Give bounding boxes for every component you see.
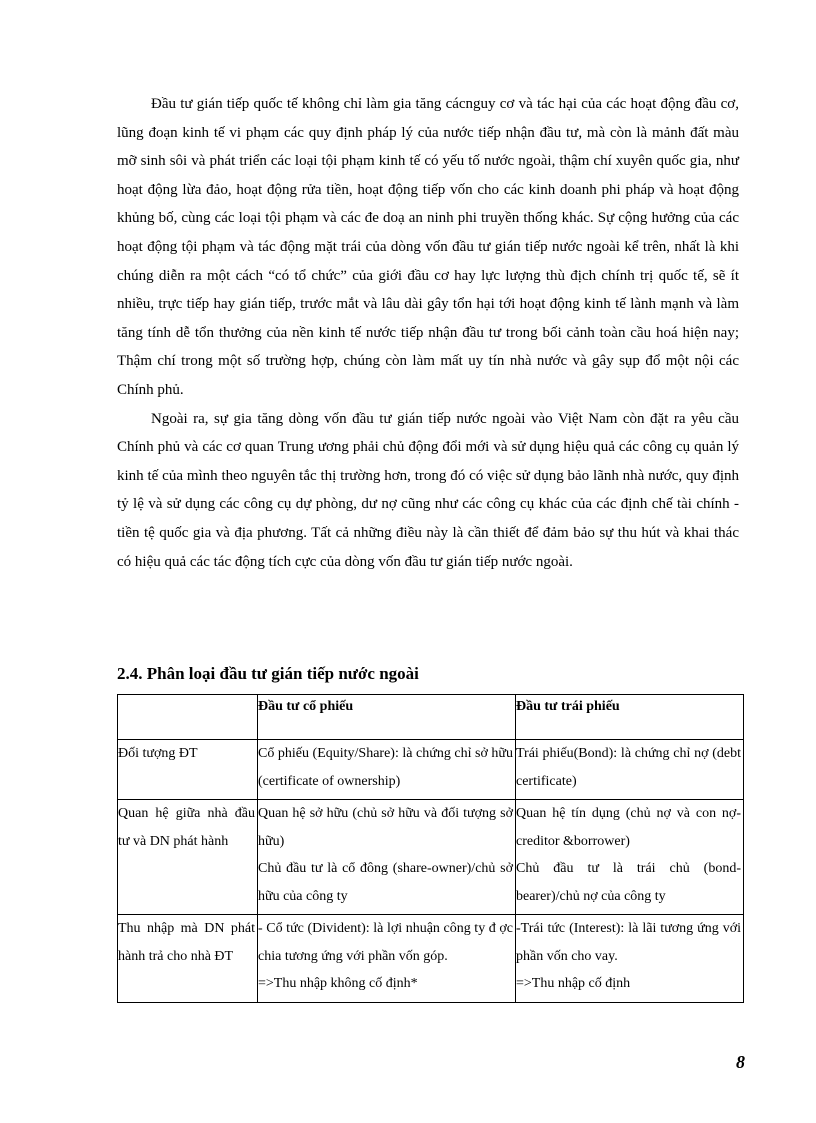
stock-cell	[258, 740, 516, 800]
comparison-table	[117, 694, 744, 1003]
row-label: Thu nhập mà DN phát hành trả cho nhà ĐT	[118, 915, 258, 1003]
stock-cell	[258, 915, 516, 1003]
bond-cell-line: Trái phiếu(Bond): là chứng chỉ nợ (debt certificate)	[516, 746, 741, 789]
row-label: Quan hệ giữa nhà đầu tư và DN phát hành	[118, 800, 258, 915]
stock-cell-line: Chủ đầu tư là cổ đông (share-owner)/chủ sở hữu của công ty	[258, 861, 513, 904]
bond-cell-line: Chủ đầu tư là trái chủ (bond-bearer)/chủ nợ của công ty	[516, 861, 741, 904]
table-header-row	[118, 695, 744, 740]
body-text	[117, 90, 739, 576]
paragraph-1: Đầu tư gián tiếp quốc tế không chỉ làm gia tăng cácnguy cơ và tác hại của các hoạt động đầu cơ, lũng đoạn kinh tế vi phạm các quy định pháp lý của nước tiếp nhận đầu tư, mà còn là mảnh đất màu mỡ sinh sôi và phát triển các loại tội phạm kinh tế có yếu tố nước ngoài, thậm chí xuyên quốc gia, như hoạt động lừa đảo, hoạt động rửa tiền, hoạt động tiếp vốn cho các kinh doanh phi pháp và hoạt động khủng bố, cùng các loại tội phạm và các đe doạ an ninh phi truyền thống khác. Sự cộng hưởng của các hoạt động tội phạm và tác động mặt trái của dòng vốn đầu tư gián tiếp nước ngoài kể trên, nhất là khi chúng diễn ra một cách “có tổ chức” của giới đầu cơ hay lực lượng thù địch chính trị quốc tế, sẽ ít nhiều, trực tiếp hay gián tiếp, trước mắt và lâu dài gây tổn hại tới hoạt động kinh tế lành mạnh và làm tăng tính dễ tổn thưởng của nền kinh tế nước tiếp nhận đầu tư trong bối cảnh toàn cầu hoá hiện nay; Thậm chí trong một số trường hợp, chúng còn làm mất uy tín nhà nước và gây sụp đổ một nội các Chính phủ.	[117, 96, 739, 398]
paragraph-2: Ngoài ra, sự gia tăng dòng vốn đầu tư gián tiếp nước ngoài vào Việt Nam còn đặt ra yêu cầu Chính phủ và các cơ quan Trung ương phải chủ động đổi mới và sử dụng hiệu quả các công cụ quản lý kinh tế của mình theo nguyên tắc thị trường hơn, trong đó có việc sử dụng bảo lãnh nhà nước, quy định tỷ lệ và sử dụng các công cụ dự phòng, dư nợ cũng như các công cụ khác của các định chế tài chính - tiền tệ quốc gia và địa phương. Tất cả những điều này là cần thiết để đảm bảo sự thu hút và khai thác có hiệu quả các tác động tích cực của dòng vốn đầu tư gián tiếp nước ngoài.	[117, 410, 739, 570]
row-label: Đối tượng ĐT	[118, 740, 258, 800]
bond-cell	[516, 915, 744, 1003]
table-row	[118, 915, 744, 1003]
bond-cell-line: =>Thu nhập cố định	[516, 976, 631, 991]
bond-cell	[516, 740, 744, 800]
stock-cell-line: - Cổ tức (Divident): là lợi nhuận công ty đ ợc chia tương ứng với phần vốn góp.	[258, 921, 513, 964]
bond-cell	[516, 800, 744, 915]
table-header-stock: Đầu tư cổ phiếu	[258, 695, 516, 740]
stock-cell-line: =>Thu nhập không cố định*	[258, 976, 418, 991]
stock-cell-line: Cổ phiếu (Equity/Share): là chứng chỉ sở hữu (certificate of ownership)	[258, 746, 513, 789]
stock-cell	[258, 800, 516, 915]
table-header-bond: Đầu tư trái phiếu	[516, 695, 744, 740]
bond-cell-line: Quan hệ tín dụng (chủ nợ và con nợ-creditor &borrower)	[516, 806, 741, 849]
page-number: 8	[736, 1052, 745, 1072]
table-row	[118, 800, 744, 915]
table-row	[118, 740, 744, 800]
bond-cell-line: -Trái tức (Interest): là lãi tương ứng với phần vốn cho vay.	[516, 921, 741, 964]
section-heading: 2.4. Phân loại đầu tư gián tiếp nước ngoài	[117, 664, 419, 683]
stock-cell-line: Quan hệ sở hữu (chủ sở hữu và đối tượng sở hữu)	[258, 806, 513, 849]
table-header-empty	[118, 695, 258, 740]
